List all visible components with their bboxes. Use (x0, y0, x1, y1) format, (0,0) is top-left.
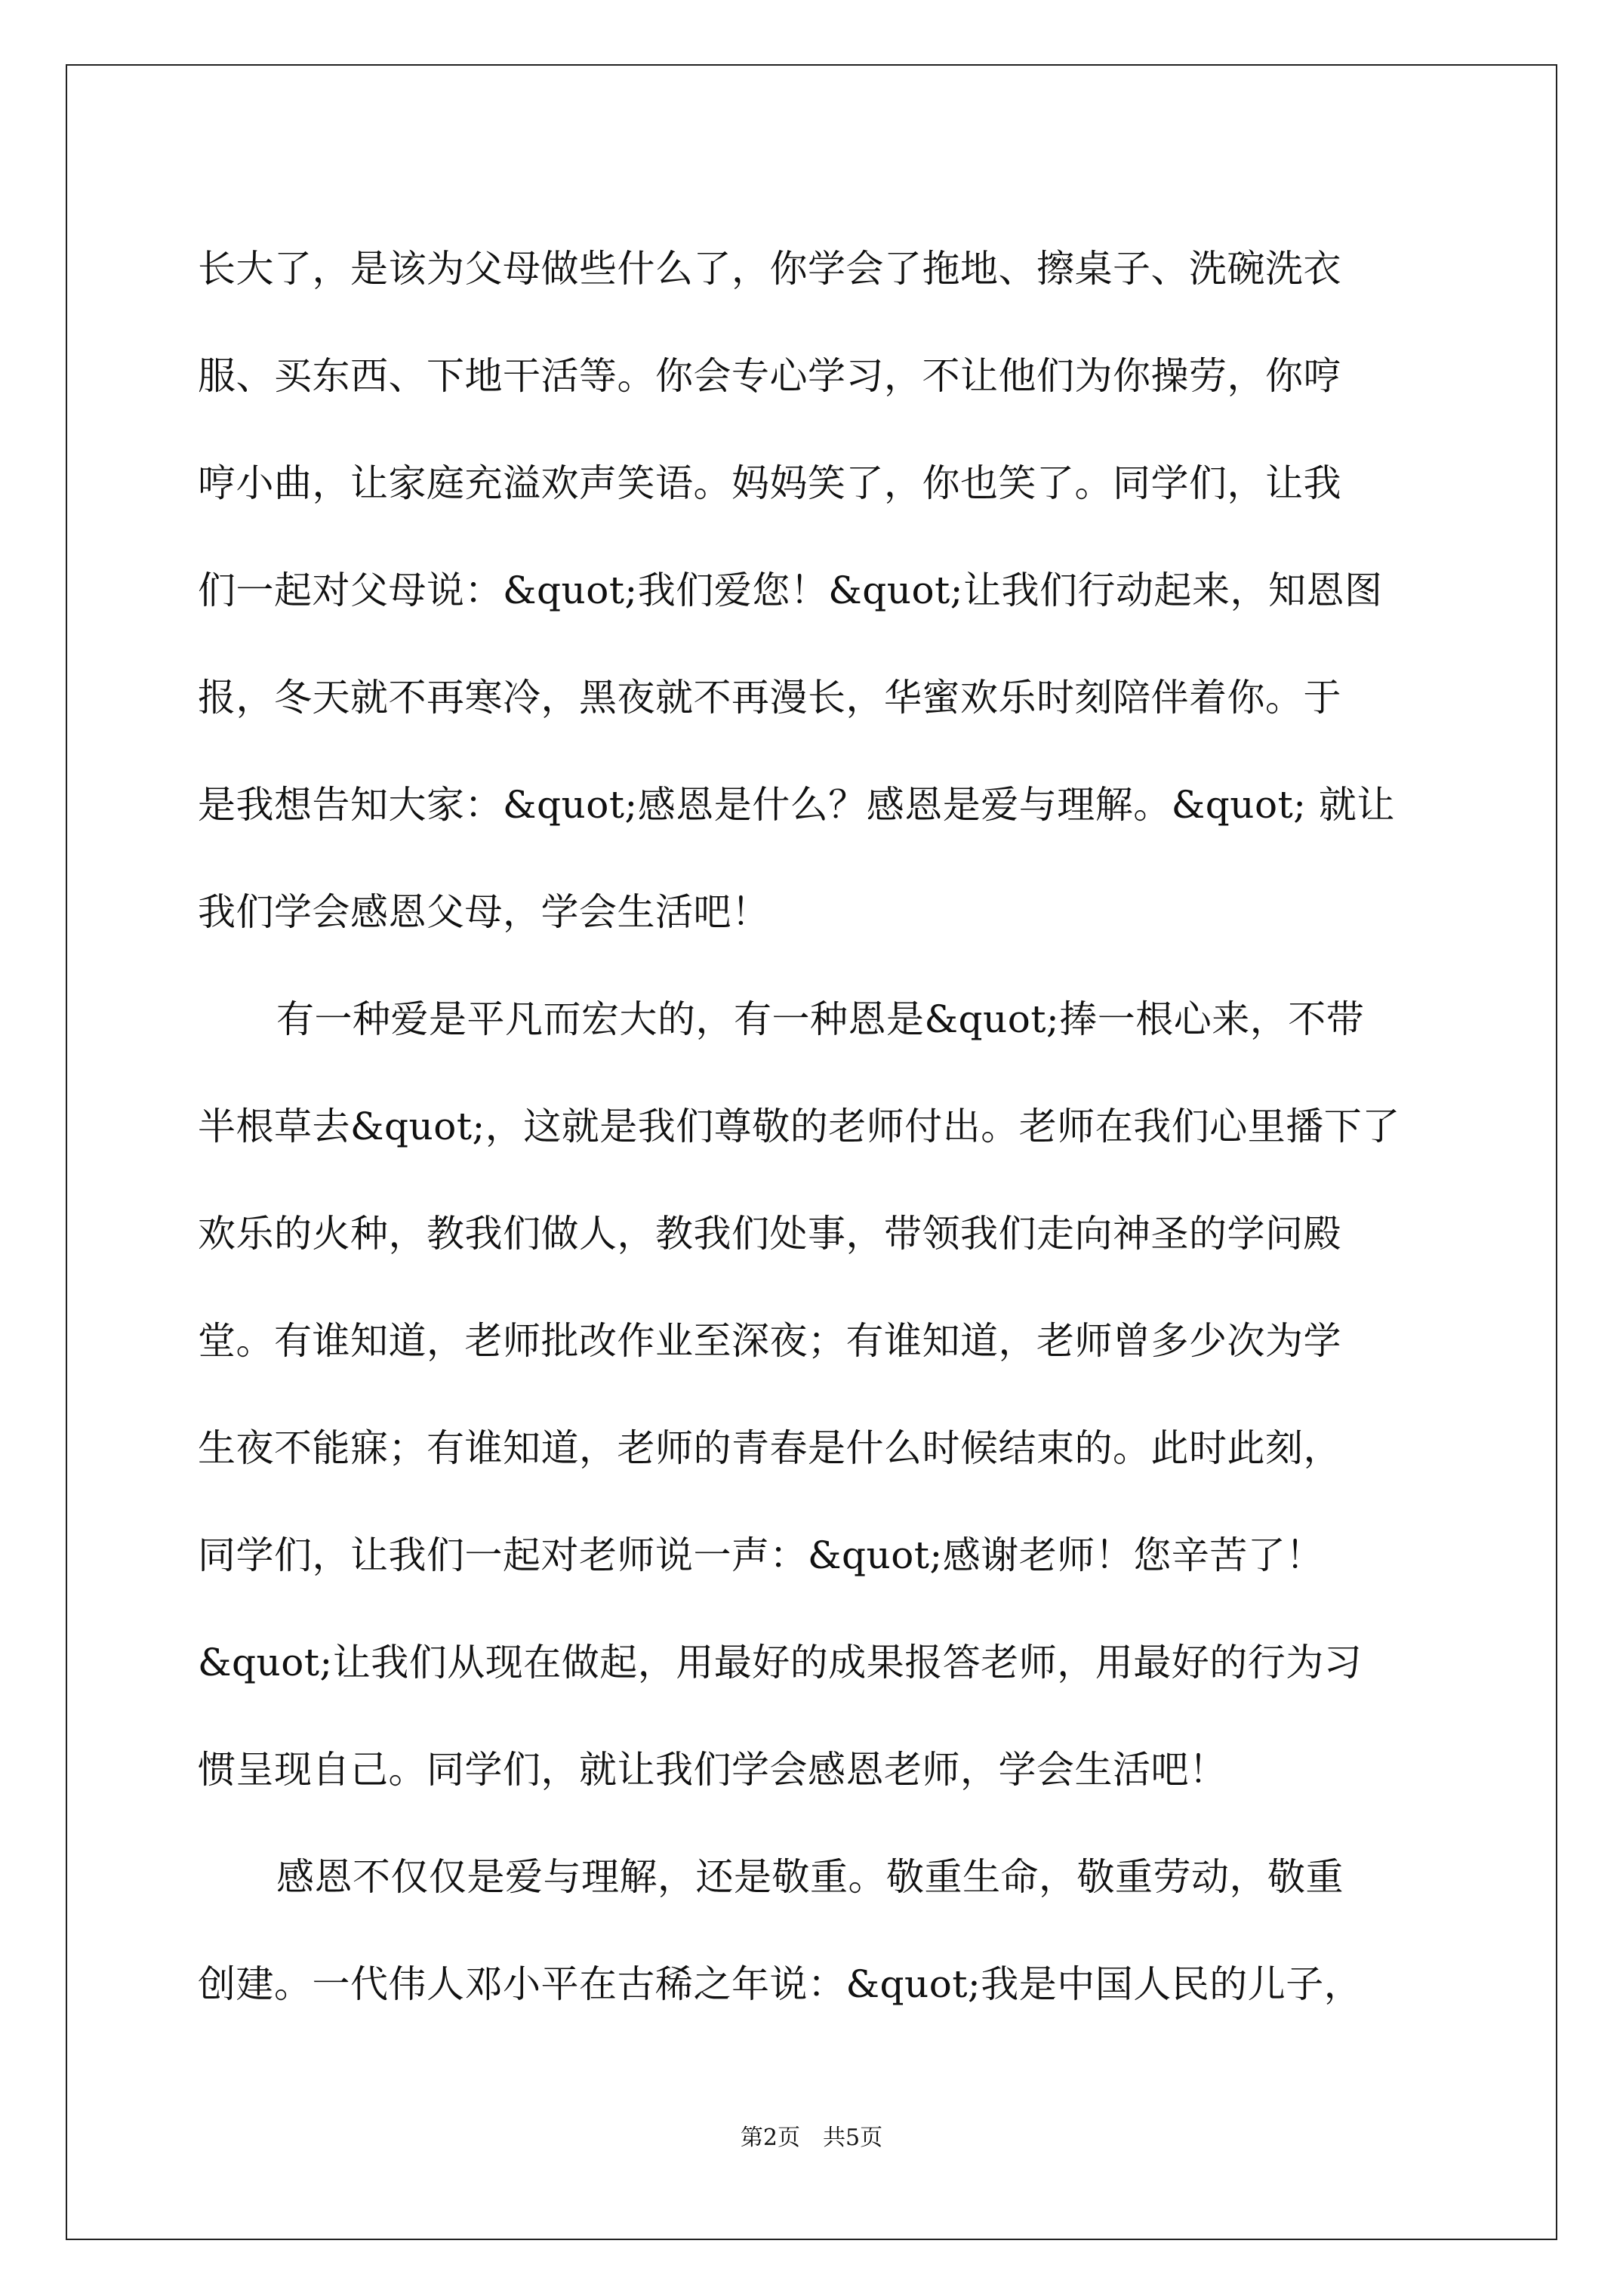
text-line: 同学们，让我们一起对老师说一声：&quot;感谢老师！您辛苦了！ (198, 1533, 1324, 1577)
paragraph-start-line: 感恩不仅仅是爱与理解，还是敬重。敬重生命，敬重劳动，敬重 (276, 1855, 1344, 1899)
paragraph-start-line: 有一种爱是平凡而宏大的，有一种恩是&quot;捧一根心来，不带 (276, 997, 1365, 1041)
text-line: 堂。有谁知道，老师批改作业至深夜；有谁知道，老师曾多少次为学 (198, 1319, 1341, 1363)
text-line: 报，冬天就不再寒冷，黑夜就不再漫长，华蜜欢乐时刻陪伴着你。于 (198, 676, 1341, 720)
text-line: 半根草去&quot;，这就是我们尊敬的老师付出。老师在我们心里播下了 (198, 1105, 1400, 1148)
text-line: 服、买东西、下地干活等。你会专心学习，不让他们为你操劳，你哼 (198, 354, 1341, 398)
text-line: 惯呈现自己。同学们，就让我们学会感恩老师，学会生活吧！ (198, 1748, 1227, 1792)
text-line: 创建。一代伟人邓小平在古稀之年说：&quot;我是中国人民的儿子， (198, 1962, 1363, 2006)
text-line: 哼小曲，让家庭充溢欢声笑语。妈妈笑了，你也笑了。同学们，让我 (198, 461, 1341, 505)
text-line: 们一起对父母说：&quot;我们爱您！&quot;让我们行动起来，知恩图 (198, 569, 1383, 612)
text-line: 是我想告知大家：&quot;感恩是什么？感恩是爱与理解。&quot; 就让 (198, 783, 1395, 827)
page-number-footer: 第2页 共5页 (740, 2125, 883, 2151)
text-line: 长大了，是该为父母做些什么了，你学会了拖地、擦桌子、洗碗洗衣 (198, 247, 1341, 291)
text-line: 生夜不能寐；有谁知道，老师的青春是什么时候结束的。此时此刻， (198, 1426, 1341, 1470)
text-line: 我们学会感恩父母，学会生活吧！ (198, 890, 770, 934)
text-line: &quot;让我们从现在做起，用最好的成果报答老师，用最好的行为习 (198, 1641, 1363, 1684)
document-body (198, 215, 1425, 2038)
text-line: 欢乐的火种，教我们做人，教我们处事，带领我们走向神圣的学问殿 (198, 1212, 1341, 1256)
